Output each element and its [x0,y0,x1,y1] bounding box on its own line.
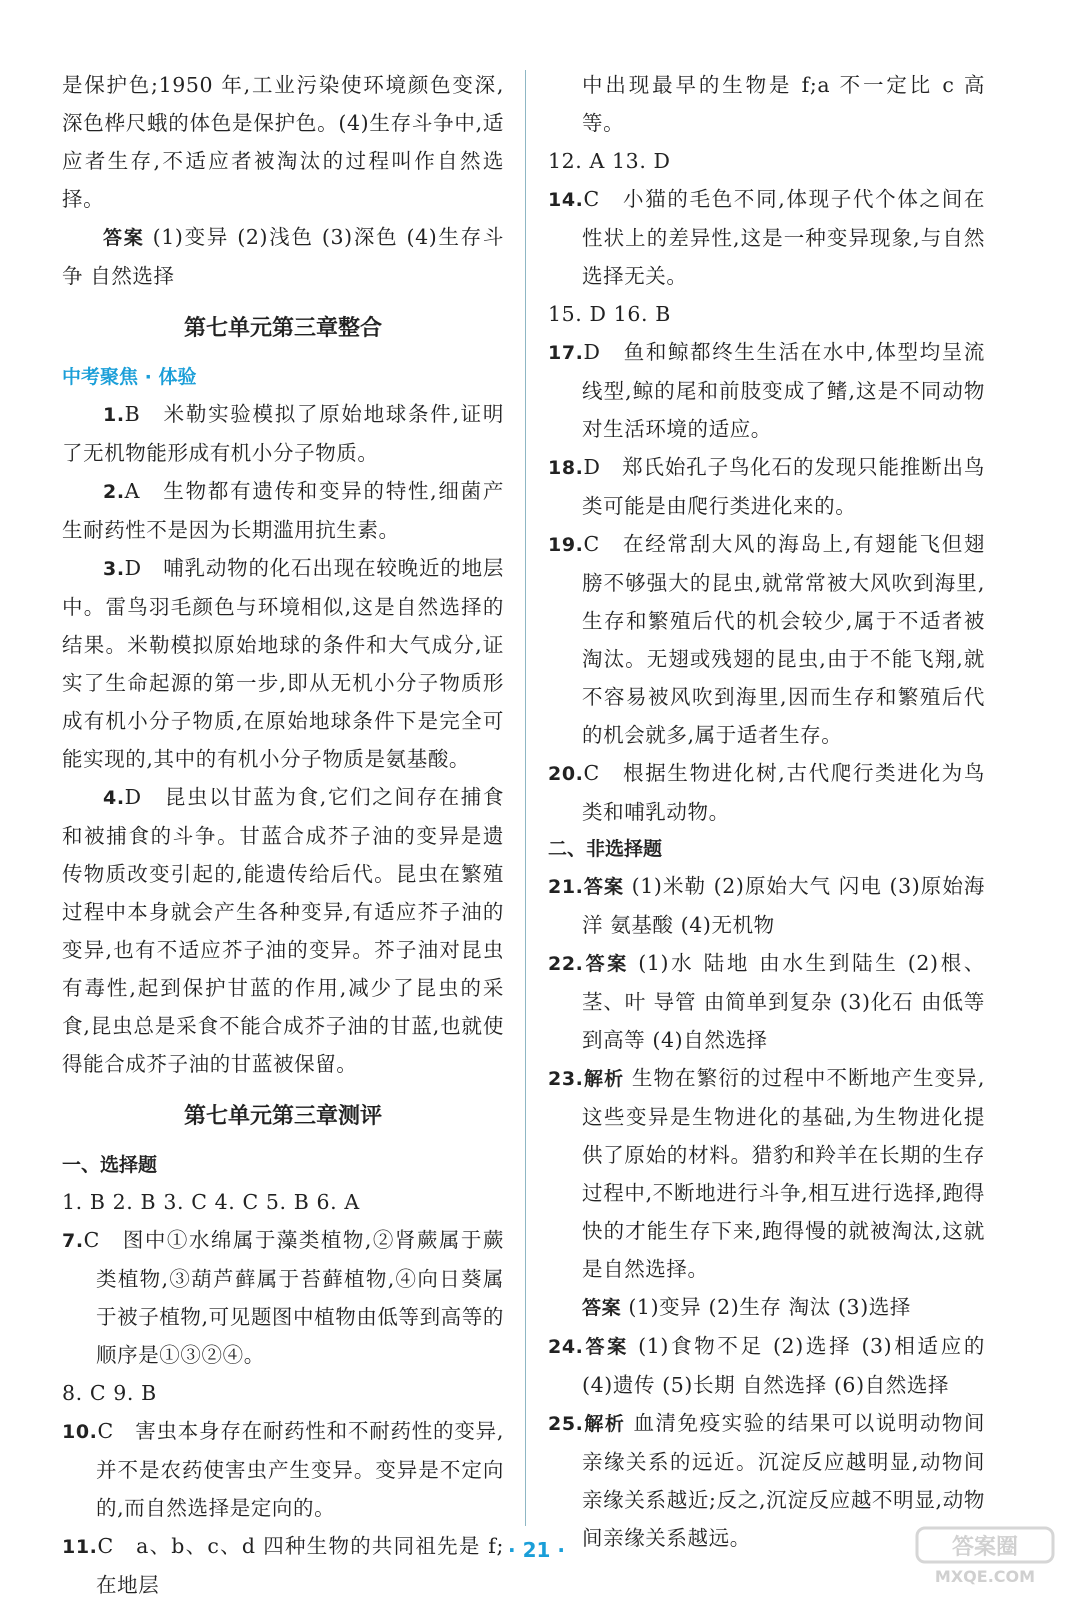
question-21 [548,867,985,944]
question-number: 20. [548,763,584,785]
question-explanation: 害虫本身存在耐药性和不耐药性的变异,并不是农药使害虫产生变异。变异是不定向的,而自然选择是定向的。 [96,1419,504,1520]
question-explanation: 图中①水绵属于藻类植物,②肾蕨属于蕨类植物,③葫芦藓属于苔藓植物,④向日葵属于被子植物,可见题图中植物由低等到高等的顺序是①③②④。 [96,1228,505,1367]
answer-text: (1)食物不足 (2)选择 (3)相适应的 (4)遗传 (5)长期 自然选择 (6)自然选择 [582,1334,986,1397]
answers-15-16: 15. D 16. B [548,302,671,326]
continued-explanation: 是保护色;1950 年,工业污染使环境颜色变深,深色桦尺蛾的体色是保护色。(4)生存斗争中,适应者生存,不适应者被淘汰的过程叫作自然选择。 [62,73,504,211]
question-22 [548,944,985,1059]
question-answer: D [124,785,142,809]
question-number: 24. [548,1336,584,1358]
question-1 [62,395,504,472]
analysis-text: 生物在繁衍的过程中不断地产生变异,这些变异是生物进化的基础,为生物进化提供了原始的材料。猎豹和羚羊在长期的生存过程中,不断地进行斗争,相互进行选择,跑得快的才能生存下来,跑得慢的就被淘汰,这就是自然选择。 [582,1066,985,1281]
question-number: 1. [103,404,125,426]
question-number: 18. [548,457,584,479]
answer-text: (1)米勒 (2)原始大气 闪电 (3)原始海洋 氨基酸 (4)无机物 [582,874,985,937]
question-explanation: 鱼和鲸都终生生活在水中,体型均呈流线型,鲸的尾和前肢变成了鳍,这是不同动物对生活环境的适应。 [582,340,986,441]
question-number: 4. [103,787,125,809]
analysis-label: 解析 [583,1068,625,1090]
question-explanation: 小猫的毛色不同,体现子代个体之间在性状上的差异性,这是一种变异现象,与自然选择无关。 [582,187,985,288]
question-2 [62,472,504,549]
question-explanation: a、b、c、d 四种生物的共同祖先是 f;在地层 [96,1534,504,1597]
question-4 [62,778,504,1083]
answers-1-6: 1. B 2. B 3. C 4. C 5. B 6. A [62,1190,360,1214]
question-answer: C [97,1419,114,1443]
left-column [62,66,504,1604]
question-answer: A [124,479,141,503]
answers-12-13: 12. A 13. D [548,149,671,173]
question-3 [62,549,504,778]
question-number: 23. [548,1068,584,1090]
choice-heading: 一、选择题 [62,1154,158,1176]
question-number: 25. [548,1413,584,1435]
nonchoice-heading: 二、非选择题 [548,838,663,860]
continued-answer [62,218,504,295]
question-number: 10. [62,1421,98,1443]
svg-text:MXQE.COM: MXQE.COM [934,1567,1036,1586]
answer-text: (1)变异 (2)浅色 (3)深色 (4)生存斗争 自然选择 [62,225,504,288]
question-23-answer [548,1288,985,1327]
answer-text: (1)水 陆地 由水生到陆生 (2)根、茎、叶 导管 由简单到复杂 (3)化石 由低等到高等 (4)自然选择 [582,951,985,1052]
svg-text:答案圈: 答案圈 [951,1535,1019,1560]
question-number: 11. [62,1536,98,1558]
question-explanation: 郑氏始孔子鸟化石的发现只能推断出鸟类可能是由爬行类进化来的。 [582,455,985,518]
question-answer: B [124,402,141,426]
question-answer: C [583,187,600,211]
question-answer: C [97,1534,114,1558]
question-answer: C [83,1228,100,1252]
question-explanation: 生物都有遗传和变异的特性,细菌产生耐药性不是因为长期滥用抗生素。 [62,479,504,542]
question-number: 21. [548,876,584,898]
answer-label: 答案 [103,227,145,249]
question-explanation: 哺乳动物的化石出现在较晚近的地层中。雷鸟羽毛颜色与环境相似,这是自然选择的结果。米勒模拟原始地球的条件和大气成分,证实了生命起源的第一步,即从无机小分子物质形成有机小分子物质,在原始地球条件下是完全可能实现的,其中的有机小分子物质是氨基酸。 [62,556,504,771]
question-explanation: 在经常刮大风的海岛上,有翅能飞但翅膀不够强大的昆虫,就常常被大风吹到海里,生存和繁殖后代的机会较少,属于不适者被淘汰。无翅或残翅的昆虫,由于不能飞翔,就不容易被风吹到海里,因而生存和繁殖后代的机会就多,属于适者生存。 [582,532,985,747]
answer-label: 答案 [582,1297,622,1319]
question-17 [548,333,985,448]
page-number: · 21 · [508,1538,565,1562]
question-23 [548,1059,985,1288]
question-answer: C [583,532,600,556]
question-18 [548,448,985,525]
question-explanation: 根据生物进化树,古代爬行类进化为鸟类和哺乳动物。 [582,761,985,824]
question-20 [548,754,985,831]
question-7 [62,1221,504,1374]
question-number: 19. [548,534,584,556]
question-explanation: 昆虫以甘蓝为食,它们之间存在捕食和被捕食的斗争。甘蓝合成芥子油的变异是遗传物质改变引起的,能遗传给后代。昆虫在繁殖过程中本身就会产生各种变异,有适应芥子油的变异,也有不适应芥子油的变异。芥子油对昆虫有毒性,起到保护甘蓝的作用,减少了昆虫的采食,昆虫总是采食不能合成芥子油的甘蓝,也就使得能合成芥子油的甘蓝被保留。 [62,785,504,1076]
analysis-label: 解析 [583,1413,626,1435]
question-number: 14. [548,189,584,211]
question-number: 2. [103,481,125,503]
question-answer: D [124,556,142,580]
question-number: 3. [103,558,125,580]
answer-label: 答案 [583,876,625,898]
test-title: 第七单元第三章测评 [183,1104,382,1129]
answers-8-9: 8. C 9. B [62,1381,157,1405]
question-24 [548,1327,985,1404]
analysis-text: 血清免疫实验的结果可以说明动物间亲缘关系的远近。沉淀反应越明显,动物间亲缘关系越近;反之,沉淀反应越不明显,动物间亲缘关系越远。 [582,1411,985,1550]
question-answer: D [583,455,601,479]
question-number: 7. [62,1230,84,1252]
question-11-continued: 中出现最早的生物是 f;a 不一定比 c 高等。 [582,73,985,135]
answer-label: 答案 [583,1336,629,1358]
question-answer: C [583,761,600,785]
question-answer: D [583,340,601,364]
question-19 [548,525,985,754]
question-14 [548,180,985,295]
answer-text: (1)变异 (2)生存 淘汰 (3)选择 [628,1295,911,1319]
question-number: 17. [548,342,584,364]
integration-title: 第七单元第三章整合 [183,316,382,341]
watermark-logo [915,1526,1055,1586]
question-10 [62,1412,504,1527]
answer-label: 答案 [583,953,629,975]
question-explanation: 米勒实验模拟了原始地球条件,证明了无机物能形成有机小分子物质。 [62,402,504,465]
question-number: 22. [548,953,584,975]
focus-label: 中考聚焦 · 体验 [62,366,197,388]
column-divider [525,70,526,1526]
right-column [548,66,985,1557]
